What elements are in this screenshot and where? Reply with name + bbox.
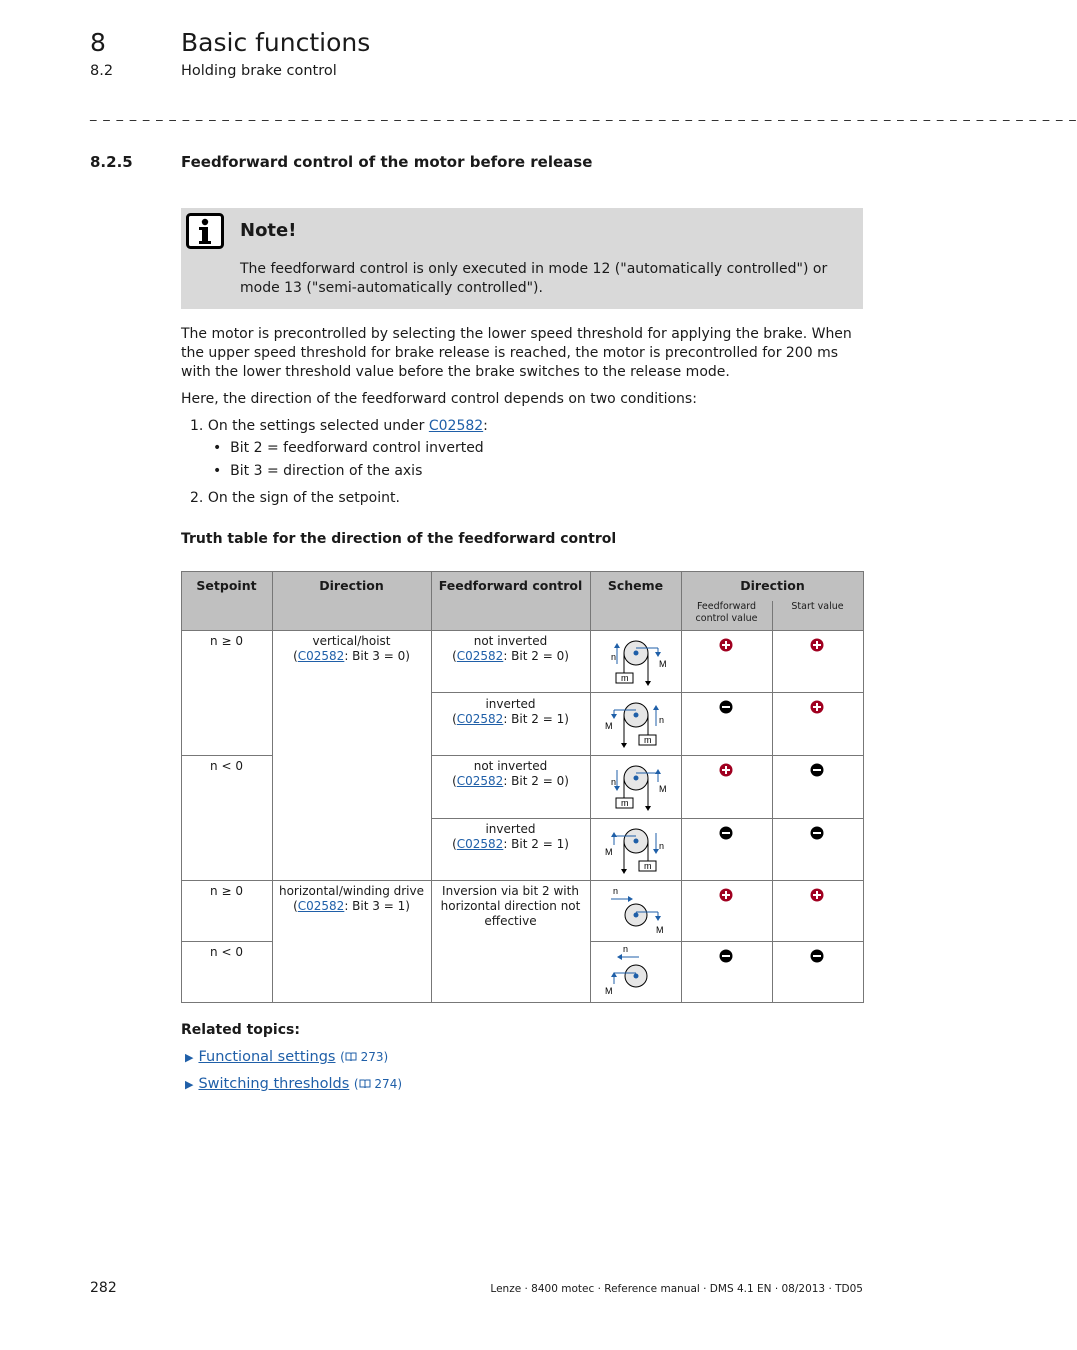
book-icon — [359, 1079, 371, 1089]
related-topics-title: Related topics: — [181, 1022, 300, 1038]
c02582-link[interactable]: C02582 — [428, 418, 484, 434]
subheader-start-value: Start value — [791, 601, 844, 612]
svg-text:m: m — [644, 735, 652, 745]
feedforward-cell: not inverted (C02582: Bit 2 = 0) — [452, 759, 569, 788]
plus-sign-icon — [719, 638, 733, 652]
scheme-winding-negative — [590, 942, 681, 1002]
minus-sign-icon — [810, 826, 824, 840]
footer-doc-info: Lenze · 8400 motec · Reference manual · DMS 4.1 EN · 08/2013 · TD05 — [490, 1283, 863, 1295]
c02582-link[interactable]: C02582 — [456, 837, 504, 851]
header-scheme: Scheme — [607, 578, 664, 593]
scheme-label-M: M — [659, 659, 667, 669]
note-title: Note! — [240, 220, 297, 241]
header-divider: _ _ _ _ _ _ _ _ _ _ _ _ _ _ _ _ _ _ _ _ _ _ _ _ _ _ _ _ _ _ _ _ _ _ _ _ _ _ _ _ _ _ _ _ _ _ _ _ _ _ _ _ _ _ _ _ _ _ _ _ _ _ _ _ _ _ _ _ _ _ _ _ _ _ _ — [90, 107, 1077, 122]
heading-number: 8.2.5 — [90, 153, 133, 171]
truth-table — [181, 571, 864, 1003]
feedforward-cell: inverted (C02582: Bit 2 = 1) — [452, 697, 569, 726]
scheme-hoist-inverted-neg — [590, 819, 681, 881]
svg-text:n: n — [659, 841, 665, 851]
section-number: 8.2 — [90, 63, 114, 79]
list-number: 2. — [190, 490, 204, 506]
svg-text:M: M — [605, 986, 613, 996]
plus-sign-icon — [719, 888, 733, 902]
svg-text:n: n — [659, 715, 665, 725]
feedforward-horizontal-note: Inversion via bit 2 with horizontal direction not effective — [440, 884, 581, 928]
chapter-title: Basic functions — [181, 28, 371, 57]
related-link-switching-thresholds[interactable]: ▶ Switching thresholds ( 274) — [185, 1076, 403, 1092]
subheader-feedforward-value: Feedforward control value — [695, 601, 758, 624]
scheme-hoist-not-inverted — [590, 631, 681, 693]
minus-sign-icon — [719, 949, 733, 963]
header-setpoint: Setpoint — [196, 578, 257, 593]
page-number: 282 — [90, 1280, 117, 1296]
svg-text:m: m — [644, 861, 652, 871]
header-feedforward: Feedforward control — [438, 578, 583, 593]
scheme-hoist-not-inverted-neg — [590, 756, 681, 818]
svg-text:M: M — [605, 721, 613, 731]
scheme-label-n: n — [611, 652, 617, 662]
bullet: • — [213, 440, 222, 456]
heading-title: Feedforward control of the motor before release — [181, 153, 593, 171]
minus-sign-icon — [810, 763, 824, 777]
svg-text:M: M — [659, 784, 667, 794]
direction-vertical: vertical/hoist (C02582: Bit 3 = 0) — [293, 634, 410, 663]
feedforward-cell: not inverted (C02582: Bit 2 = 0) — [452, 634, 569, 663]
triangle-right-icon: ▶ — [185, 1051, 194, 1064]
setpoint-cell: n < 0 — [210, 945, 243, 959]
book-icon — [345, 1052, 357, 1062]
list-text: On the sign of the setpoint. — [207, 490, 400, 506]
note-box — [181, 208, 863, 309]
info-icon — [186, 213, 224, 249]
c02582-link[interactable]: C02582 — [297, 899, 345, 913]
svg-text:M: M — [656, 925, 664, 935]
bullet-item-bit3: • Bit 3 = direction of the axis — [213, 463, 423, 479]
section-title: Holding brake control — [181, 63, 337, 79]
minus-sign-icon — [719, 700, 733, 714]
scheme-hoist-inverted — [590, 693, 681, 755]
svg-text:m: m — [621, 798, 629, 808]
minus-sign-icon — [719, 826, 733, 840]
direction-horizontal: horizontal/winding drive (C02582: Bit 3 = 1) — [278, 884, 424, 913]
note-text: The feedforward control is only executed in mode 12 ("automatically controlled") or mode 13 ("semi-automatically controlled"). — [240, 261, 828, 296]
svg-text:M: M — [605, 847, 613, 857]
list-item-1: 1. On the settings selected under C02582: — [190, 418, 488, 434]
scheme-winding-positive — [590, 881, 681, 942]
list-item-2 — [190, 490, 400, 506]
scheme-label-m: m — [621, 673, 629, 683]
triangle-right-icon: ▶ — [185, 1078, 194, 1091]
table-title: Truth table for the direction of the feedforward control — [181, 531, 617, 547]
svg-text:n: n — [613, 886, 619, 896]
paragraph-precontrol: The motor is precontrolled by selecting the lower speed threshold for applying the brake. When the upper speed threshold for brake release is reached, the motor is precontrolled for 200 ms with the lower threshold value before the brake switches to the release mode. — [181, 326, 852, 380]
bullet-item-bit2: • Bit 2 = feedforward control inverted — [213, 440, 484, 456]
feedforward-cell: inverted (C02582: Bit 2 = 1) — [452, 822, 569, 851]
paragraph-conditions: Here, the direction of the feedforward control depends on two conditions: — [181, 391, 697, 407]
setpoint-cell: n ≥ 0 — [210, 884, 243, 898]
list-number: 1. — [190, 418, 204, 434]
svg-text:n: n — [623, 944, 629, 954]
minus-sign-icon — [810, 949, 824, 963]
c02582-link[interactable]: C02582 — [456, 774, 504, 788]
list-text: On the settings selected under — [207, 418, 429, 434]
related-link-functional-settings[interactable]: ▶ Functional settings ( 273) — [185, 1049, 389, 1065]
c02582-link[interactable]: C02582 — [456, 649, 504, 663]
c02582-link[interactable]: C02582 — [297, 649, 345, 663]
svg-text:n: n — [611, 777, 617, 787]
bullet: • — [213, 463, 222, 479]
plus-sign-icon — [810, 638, 824, 652]
header-direction-values: Direction — [740, 578, 805, 593]
plus-sign-icon — [810, 888, 824, 902]
setpoint-cell: n ≥ 0 — [210, 634, 243, 648]
setpoint-cell: n < 0 — [210, 759, 243, 773]
plus-sign-icon — [810, 700, 824, 714]
header-direction: Direction — [319, 578, 384, 593]
c02582-link[interactable]: C02582 — [456, 712, 504, 726]
chapter-number: 8 — [90, 28, 106, 57]
plus-sign-icon — [719, 763, 733, 777]
